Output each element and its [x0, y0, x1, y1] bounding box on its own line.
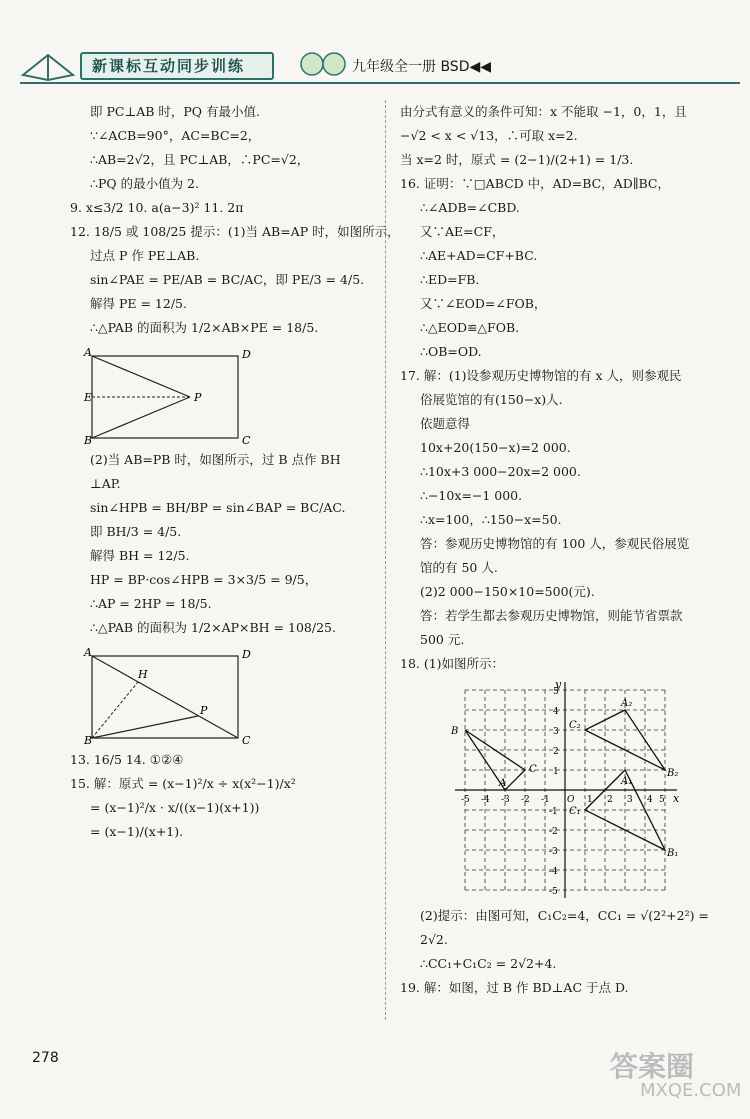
tick-y: -2: [549, 827, 558, 837]
text-line: ∴∠ADB=∠CBD.: [420, 200, 520, 215]
text-line: 答：参观历史博物馆的有 100 人，参观民俗展览: [420, 536, 690, 551]
text-line: ∴10x+3 000−20x=2 000.: [420, 464, 581, 479]
text-line: 又∵AE=CF，: [420, 224, 505, 239]
text-line: 由分式有意义的条件可知：x 不能取 −1，0，1，且: [400, 104, 687, 119]
text-line: ∴AP = 2HP = 18/5.: [90, 596, 212, 611]
tick-y: 4: [553, 707, 559, 717]
text-line: 解得 BH = 12/5.: [90, 548, 190, 563]
page-header: [0, 0, 750, 95]
text-line: 即 BH/3 = 4/5.: [90, 524, 182, 539]
text-line: ∴AB=2√2，且 PC⊥AB，∴PC=√2，: [90, 152, 310, 167]
label-A: A: [84, 346, 92, 359]
tick-y: -3: [549, 847, 558, 857]
text-line: 馆的有 50 人.: [420, 560, 498, 575]
text-line: ∴CC₁+C₁C₂ = 2√2+4.: [420, 956, 557, 971]
axis-y-label: y: [555, 680, 562, 691]
text-line: 2√2.: [420, 932, 448, 947]
tick-x: -2: [521, 795, 530, 805]
answer-9-11: 9. x≤3/2 10. a(a−3)² 11. 2π: [70, 200, 244, 215]
text-line: sin∠HPB = BH/BP = sin∠BAP = BC/AC.: [90, 500, 346, 515]
text-line: ∴AE+AD=CF+BC.: [420, 248, 538, 263]
text-line: (2)提示：由图可知，C₁C₂=4，CC₁ = √(2²+2²) =: [420, 908, 709, 923]
answer-19: 19. 解：如图，过 B 作 BD⊥AC 于点 D.: [400, 980, 629, 995]
tick-x: -5: [461, 795, 470, 805]
text-line: 500 元.: [420, 632, 465, 647]
tick-x: -1: [541, 795, 550, 805]
page-number: 278: [32, 1050, 59, 1066]
watermark: 答案圈: [610, 1050, 695, 1083]
rectangle-figure-2: [70, 644, 270, 744]
tick-x: -4: [481, 795, 490, 805]
text-line: = (x−1)²/x · x/((x−1)(x+1)): [90, 800, 260, 815]
point-b-label: B: [451, 726, 459, 737]
label-E: E: [84, 391, 93, 404]
label-H: H: [138, 668, 148, 681]
left-column: [70, 100, 400, 844]
label-A: A: [84, 646, 92, 659]
origin-label: O: [567, 795, 575, 805]
label-D: D: [242, 648, 251, 661]
axis-x-label: x: [673, 792, 680, 805]
header-rule: [20, 82, 740, 84]
tick-y: -5: [549, 887, 558, 897]
text-line: 10x+20(150−x)=2 000.: [420, 440, 571, 455]
text-line: 当 x=2 时，原式 = (2−1)/(2+1) = 1/3.: [400, 152, 634, 167]
label-C: C: [242, 734, 251, 744]
answer-17: 17. 解：(1)设参观历史博物馆的有 x 人，则参观民: [400, 368, 682, 383]
answer-18: 18. (1)如图所示：: [400, 656, 505, 671]
text-line: ∴△PAB 的面积为 1/2×AB×PE = 18/5.: [90, 320, 319, 335]
text-line: 俗展览馆的有(150−x)人.: [420, 392, 563, 407]
text-line: 答：若学生都去参观历史博物馆，则能节省票款: [420, 608, 683, 623]
answer-16: 16. 证明：∵□ABCD 中，AD=BC，AD∥BC，: [400, 176, 670, 191]
book-logo-icon: [18, 40, 78, 85]
series-title: 新课标互动同步训练: [92, 57, 246, 75]
grade-label: 九年级全一册 BSD◀◀: [352, 59, 492, 75]
label-P: P: [200, 704, 208, 717]
text-line: ∵∠ACB=90°，AC=BC=2，: [90, 128, 261, 143]
triangle-abc: [465, 730, 525, 790]
label-B: B: [84, 734, 93, 744]
tick-x: 4: [647, 795, 653, 805]
text-line: ⊥AP.: [90, 476, 121, 491]
text-line: −√2 < x < √13，∴可取 x=2.: [400, 128, 578, 143]
tick-y: 2: [553, 747, 559, 757]
tick-x: 5: [659, 795, 665, 805]
label-P: P: [194, 391, 202, 404]
tick-y: 5: [553, 687, 559, 697]
text-line: 依题意得: [420, 416, 471, 431]
point-c2-label: C₂: [569, 720, 581, 731]
tick-y: -1: [549, 807, 558, 817]
label-C: C: [242, 434, 251, 444]
text-line: 过点 P 作 PE⊥AB.: [90, 248, 200, 263]
text-line: ∴−10x=−1 000.: [420, 488, 523, 503]
text-line: ∴x=100，∴150−x=50.: [420, 512, 562, 527]
text-line: HP = BP·cos∠HPB = 3×3/5 = 9/5，: [90, 572, 318, 587]
text-line: sin∠PAE = PE/AB = BC/AC，即 PE/3 = 4/5.: [90, 272, 365, 287]
text-line: (2)当 AB=PB 时，如图所示，过 B 点作 BH: [90, 452, 341, 467]
text-line: (2)2 000−150×10=500(元).: [420, 584, 595, 599]
math-subject-logo-icon: [300, 50, 346, 78]
answer-12: 12. 18/5 或 108/25 提示：(1)当 AB=AP 时，如图所示，: [70, 224, 400, 239]
point-a1-label: A₁: [621, 776, 633, 787]
text-line: ∴PQ 的最小值为 2.: [90, 176, 199, 191]
point-c1-label: C₁: [569, 806, 581, 817]
point-a2-label: A₂: [621, 698, 633, 709]
tick-x: 3: [627, 795, 633, 805]
right-column: [400, 100, 730, 1000]
text-line: 解得 PE = 12/5.: [90, 296, 187, 311]
tick-x: -3: [501, 795, 510, 805]
point-c-label: C: [529, 764, 537, 775]
rectangle-figure-1: [70, 344, 270, 444]
tick-x: 2: [607, 795, 613, 805]
label-D: D: [242, 348, 251, 361]
text-line: ∴△PAB 的面积为 1/2×AP×BH = 108/25.: [90, 620, 336, 635]
point-a-label: A: [499, 778, 507, 789]
coordinate-grid-figure: [445, 680, 685, 900]
tick-x: 1: [587, 795, 593, 805]
text-line: ∴OB=OD.: [420, 344, 482, 359]
label-B: B: [84, 434, 93, 444]
watermark-url: MXQE.COM: [640, 1080, 742, 1101]
tick-y: -4: [549, 867, 558, 877]
tick-y: 1: [553, 767, 559, 777]
answer-15: 15. 解：原式 = (x−1)²/x ÷ x(x²−1)/x²: [70, 776, 296, 791]
text-line: 又∵∠EOD=∠FOB，: [420, 296, 547, 311]
point-b2-label: B₂: [667, 768, 679, 779]
point-b1-label: B₁: [667, 848, 679, 859]
answer-13-14: 13. 16/5 14. ①②④: [70, 752, 184, 767]
text-line: = (x−1)/(x+1).: [90, 824, 184, 839]
text-line: ∴△EOD≌△FOB.: [420, 320, 520, 335]
text-line: 即 PC⊥AB 时，PQ 有最小值.: [90, 104, 260, 119]
tick-y: 3: [553, 727, 559, 737]
text-line: ∴ED=FB.: [420, 272, 480, 287]
